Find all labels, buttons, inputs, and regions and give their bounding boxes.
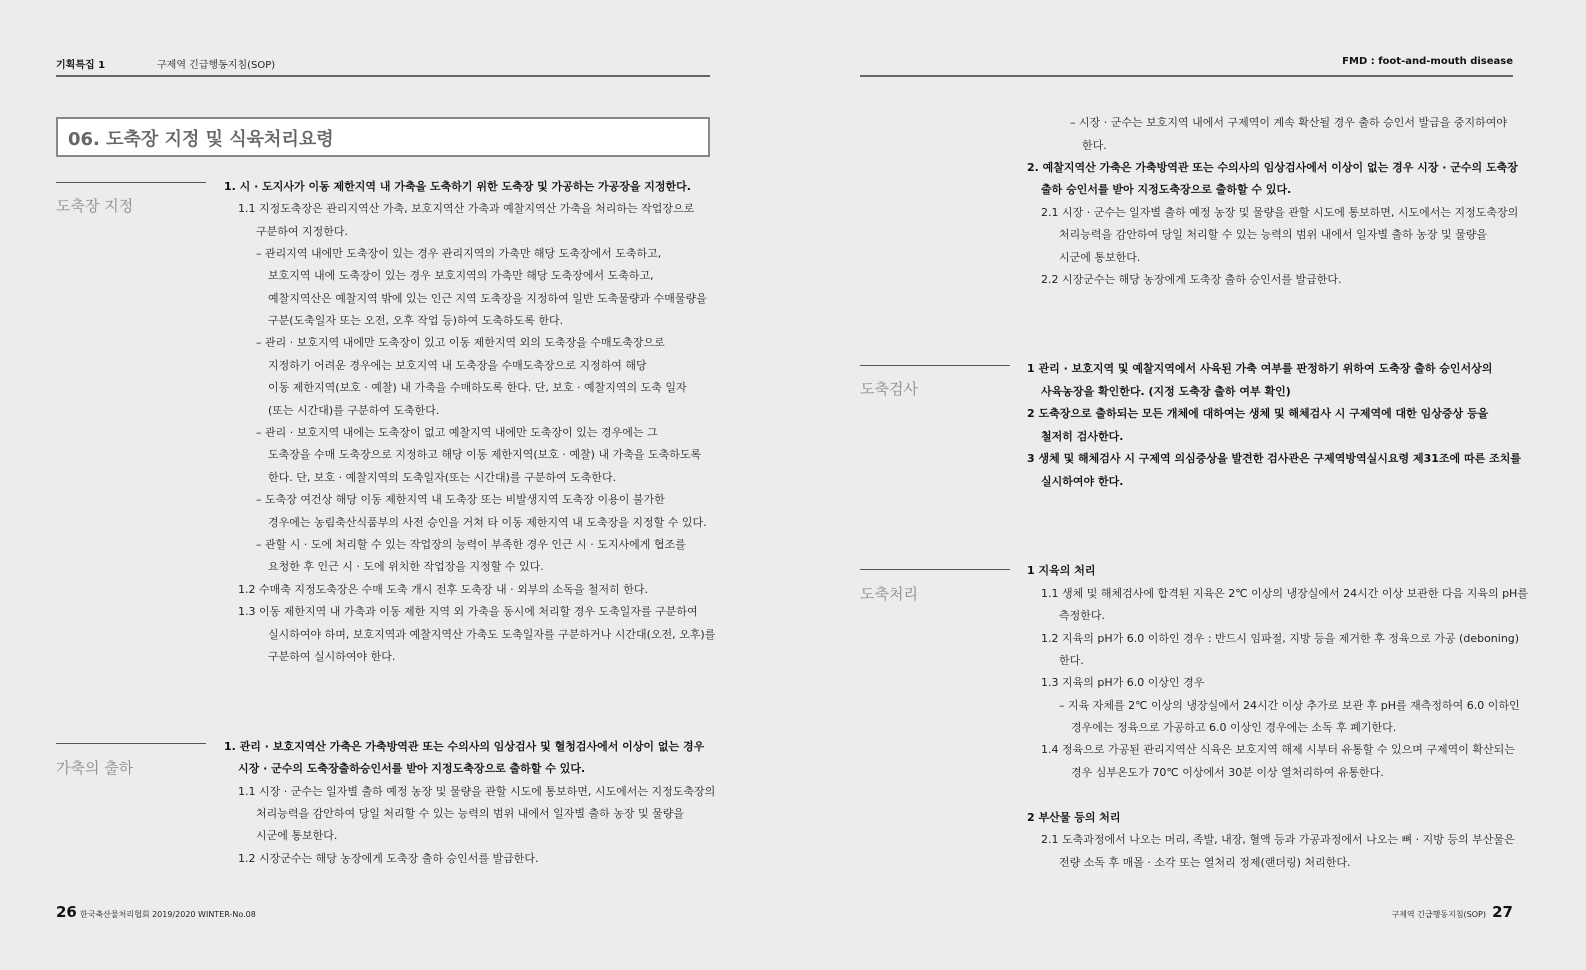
header-section-label: 기획특집 1 [56,60,106,71]
footer-publication: 한국축산물처리협회 2019/2020 WINTER-No.08 [80,910,256,919]
section-rule [860,365,1010,366]
text-line: 1.3 지육의 pH가 6.0 이상인 경우 [1041,676,1205,689]
text-line: 2 도축장으로 출하되는 모든 개체에 대하여는 생체 및 해체검사 시 구제역에 대한 임상증상 등을 [1027,407,1489,420]
text-line: – 시장 · 군수는 보호지역 내에서 구제역이 계속 확산될 경우 출하 승인서 발급을 중지하여야 [1070,116,1507,129]
text-line: – 지육 자체를 2℃ 이상의 냉장실에서 24시간 이상 추가로 보관 후 pH를 재측정하여 6.0 이하인 [1059,699,1520,712]
section-rule [56,182,206,183]
text-line: 2. 예찰지역산 가축은 가축방역관 또는 수의사의 임상검사에서 이상이 없는 경우 시장 · 군수의 도축장 [1027,161,1518,174]
text-line: – 관리 · 보호지역 내에는 도축장이 없고 예찰지역 내에만 도축장이 있는 경우에는 그 [256,426,658,439]
text-line: 2.1 시장 · 군수는 일자별 출하 예정 농장 및 물량을 관할 시도에 통보하면, 시도에서는 지정도축장의 [1041,206,1519,219]
text-line: 요청한 후 인근 시 · 도에 위치한 작업장을 지정할 수 있다. [268,560,544,573]
chapter-title-box [56,117,710,157]
text-line: 철저히 검사한다. [1041,430,1124,443]
text-line: 경우에는 정육으로 가공하고 6.0 이상인 경우에는 소독 후 폐기한다. [1071,721,1397,734]
text-line: – 도축장 여건상 해당 이동 제한지역 내 도축장 또는 비발생지역 도축장 이용이 불가한 [256,493,665,506]
text-line: 구분하여 지정한다. [256,225,349,238]
text-line: 이동 제한지역(보호 · 예찰) 내 가축을 수매하도록 한다. 단, 보호 · 예찰지역의 도축 일자 [268,381,687,394]
section-title-slaughterhouse-designation: 도축장 지정 [56,197,134,215]
text-line: 실시하여야 한다. [1041,475,1124,488]
text-line: 보호지역 내에 도축장이 있는 경우 보호지역의 가축만 해당 도축장에서 도축하고, [268,269,654,282]
text-line: 1. 관리 · 보호지역산 가축은 가축방역관 또는 수의사의 임상검사 및 혈청검사에서 이상이 없는 경우 [224,740,705,753]
text-line: 1.1 지정도축장은 관리지역산 가축, 보호지역산 가축과 예찰지역산 가축을 처리하는 작업장으로 [238,202,695,215]
text-line: 1.2 시장군수는 해당 농장에게 도축장 출하 승인서를 발급한다. [238,852,539,865]
text-line: 1.1 시장 · 군수는 일자별 출하 예정 농장 및 물량을 관할 시도에 통보하면, 시도에서는 지정도축장의 [238,785,716,798]
text-line: – 관리 · 보호지역 내에만 도축장이 있고 이동 제한지역 외의 도축장을 수매도축장으로 [256,336,665,349]
text-line: 처리능력을 감안하여 당일 처리할 수 있는 능력의 범위 내에서 일자별 출하 농장 및 물량을 [256,807,684,820]
text-line: 1.2 지육의 pH가 6.0 이하인 경우 : 반드시 임파절, 지방 등을 제거한 후 정육으로 가공 (deboning) [1041,632,1520,645]
text-line: 실시하여야 하며, 보호지역과 예찰지역산 가축도 도축일자를 구분하거나 시간대(오전, 오후)를 [268,628,716,641]
header-right-title: FMD : foot-and-mouth disease [1342,56,1513,67]
chapter-title: 06. 도축장 지정 및 식육처리요령 [68,129,334,150]
header-rule-right [860,75,1513,77]
page-number-left: 26 [56,903,77,921]
text-line: 한다. [1059,654,1084,667]
text-line: – 관리지역 내에만 도축장이 있는 경우 관리지역의 가축만 해당 도축장에서 도축하고, [256,247,662,260]
section-rule [860,569,1010,570]
text-line: 시군에 통보한다. [256,829,338,842]
text-line: 1 지육의 처리 [1027,564,1096,577]
text-line: 측정한다. [1059,609,1106,622]
text-line: 구분하여 실시하여야 한다. [268,650,396,663]
text-line: 3 생체 및 해체검사 시 구제역 의심증상을 발견한 검사관은 구제역방역실시요령 제31조에 따른 조치를 [1027,452,1521,465]
section-title-slaughter-inspection: 도축검사 [860,380,918,398]
text-line: 1.1 생체 및 해체검사에 합격된 지육은 2℃ 이상의 냉장실에서 24시간 이상 보관한 다음 지육의 pH를 [1041,587,1528,600]
header-rule-left [56,75,710,77]
footer-document-title: 구제역 긴급행동지침(SOP) [1391,910,1486,919]
text-line: 1 관리 · 보호지역 및 예찰지역에서 사육된 가축 여부를 판정하기 위하여 도축장 출하 승인서상의 [1027,362,1493,375]
section-title-livestock-shipment: 가축의 출하 [56,759,134,777]
text-line: 1. 시 · 도지사가 이동 제한지역 내 가축을 도축하기 위한 도축장 및 가공하는 가공장을 지정한다. [224,180,691,193]
text-line: 1.4 정육으로 가공된 관리지역산 식육은 보호지역 해제 시부터 유통할 수 있으며 구제역이 확산되는 [1041,743,1515,756]
page-number-right: 27 [1492,903,1513,921]
section-rule [56,743,206,744]
text-line: 전량 소독 후 매몰 · 소각 또는 열처리 정제(랜더링) 처리한다. [1059,856,1351,869]
text-line: 처리능력을 감안하여 당일 처리할 수 있는 능력의 범위 내에서 일자별 출하 농장 및 물량을 [1059,228,1487,241]
text-line: 1.3 이동 제한지역 내 가축과 이동 제한 지역 외 가축을 동시에 처리할 경우 도축일자를 구분하여 [238,605,698,618]
text-line: 2.1 도축과정에서 나오는 머리, 족발, 내장, 혈액 등과 가공과정에서 나오는 뼈 · 지방 등의 부산물은 [1041,833,1515,846]
text-line: 시장 · 군수의 도축장출하승인서를 받아 지정도축장으로 출하할 수 있다. [238,762,586,775]
text-line: 한다. 단, 보호 · 예찰지역의 도축일자(또는 시간대)를 구분하여 도축한다. [268,471,617,484]
text-line: 시군에 통보한다. [1059,251,1141,264]
text-line: 도축장을 수매 도축장으로 지정하고 해당 이동 제한지역(보호 · 예찰) 내 가축을 도축하도록 [268,448,702,461]
text-line: 지정하기 어려운 경우에는 보호지역 내 도축장을 수매도축장으로 지정하여 해당 [268,359,647,372]
text-line: 출하 승인서를 받아 지정도축장으로 출하할 수 있다. [1041,183,1292,196]
text-line: – 관할 시 · 도에 처리할 수 있는 작업장의 능력이 부족한 경우 인근 시 · 도지사에게 협조를 [256,538,686,551]
text-line: 한다. [1082,139,1107,152]
text-line: 2.2 시장군수는 해당 농장에게 도축장 출하 승인서를 발급한다. [1041,273,1342,286]
text-line: 경우에는 농림축산식품부의 사전 승인을 거쳐 타 이동 제한지역 내 도축장을 지정할 수 있다. [268,516,707,529]
text-line: 예찰지역산은 예찰지역 밖에 있는 인근 지역 도축장을 지정하여 일반 도축물량과 수매물량을 [268,292,707,305]
section-title-slaughter-processing: 도축처리 [860,585,918,603]
header-document-title: 구제역 긴급행동지침(SOP) [157,60,276,71]
text-line: 구분(도축일자 또는 오전, 오후 작업 등)하여 도축하도록 한다. [268,314,564,327]
text-line: 2 부산물 등의 처리 [1027,811,1121,824]
text-line: 경우 심부온도가 70℃ 이상에서 30분 이상 열처리하여 유통한다. [1071,766,1384,779]
text-line: 1.2 수매축 지정도축장은 수매 도축 개시 전후 도축장 내 · 외부의 소독을 철저히 한다. [238,583,648,596]
text-line: 사육농장을 확인한다. (지정 도축장 출하 여부 확인) [1041,385,1291,398]
text-line: (또는 시간대)를 구분하여 도축한다. [268,404,440,417]
